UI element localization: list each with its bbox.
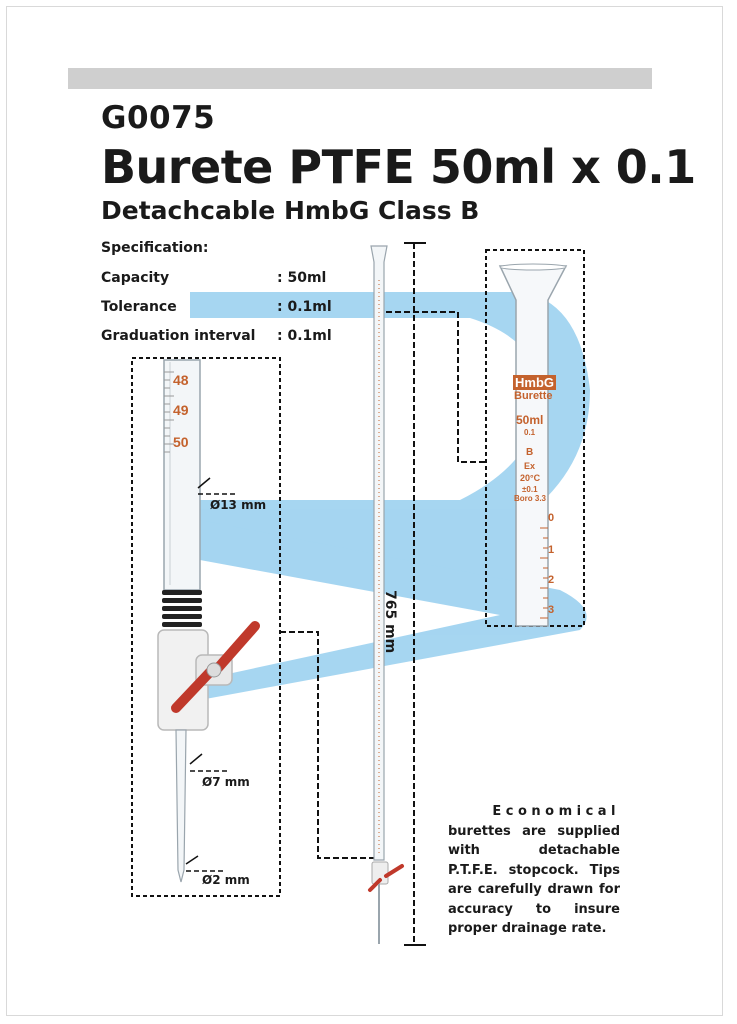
spec-label: Capacity — [101, 270, 170, 286]
product-code: G0075 — [101, 100, 216, 136]
scale-0: 0 — [548, 512, 555, 524]
product-description — [448, 802, 620, 939]
spec-row-tolerance — [101, 299, 332, 315]
spec-value: : 0.1ml — [277, 328, 332, 344]
scale-1: 1 — [548, 544, 555, 556]
scale-3: 3 — [548, 604, 555, 616]
spec-value: : 0.1ml — [277, 299, 332, 315]
description-first-word: Economical — [492, 804, 620, 819]
scale-mark-49: 49 — [173, 402, 189, 418]
spec-label: Graduation interval — [101, 328, 256, 344]
temp-label: 20°C — [520, 473, 541, 483]
type-label: Burette — [514, 390, 553, 402]
spec-heading: Specification: — [101, 240, 209, 256]
division-label: 0.1 — [524, 428, 536, 437]
spec-value: : 50ml — [277, 270, 327, 286]
volume-label: 50ml — [516, 413, 544, 427]
spec-label: Tolerance — [101, 299, 177, 315]
scale-mark-48: 48 — [173, 372, 189, 388]
description-body: burettes are supplied with detachable P.T.F.E. stopcock. Tips are carefully drawn for accuracy to insure proper drainage rate. — [448, 823, 620, 936]
tolerance-label: ±0.1 — [522, 485, 538, 494]
diameter-13: Ø13 mm — [210, 498, 267, 512]
scale-2: 2 — [548, 574, 555, 586]
scale-mark-50: 50 — [173, 434, 189, 450]
overall-length: 765 mm — [382, 590, 398, 654]
brand-label: HmbG — [515, 375, 554, 390]
diameter-2: Ø2 mm — [202, 873, 250, 887]
ex-label: Ex — [524, 461, 536, 471]
diameter-7: Ø7 mm — [202, 775, 250, 789]
product-title: Burete PTFE 50ml x 0.1 — [101, 140, 696, 194]
spec-row-capacity — [101, 270, 327, 286]
glass-label: Boro 3.3 — [514, 494, 547, 503]
class-label: B — [526, 447, 534, 458]
spec-row-graduation — [101, 328, 332, 344]
product-subtitle: Detachcable HmbG Class B — [101, 196, 480, 225]
